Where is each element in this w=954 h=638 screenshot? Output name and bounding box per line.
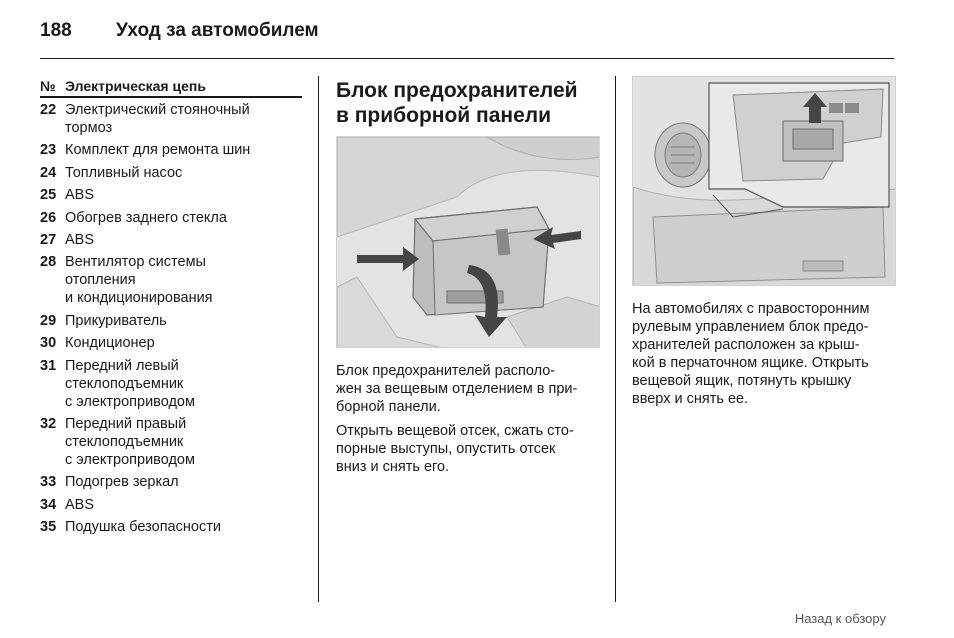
fuse-number: 32: [40, 415, 57, 432]
fuse-row: [40, 253, 302, 307]
fuse-circuit-label: Комплект для ремонта шин: [65, 142, 251, 159]
fuse-number: 23: [40, 142, 57, 159]
fuse-circuit-label: ABS: [65, 231, 95, 248]
fuse-row: [40, 518, 302, 536]
fuse-number: 31: [40, 357, 57, 374]
fuse-row: [40, 334, 302, 352]
fuse-table-header: [40, 78, 302, 98]
column-divider: [615, 76, 616, 602]
fuse-row: [40, 231, 302, 249]
paragraph-location: Блок предохранителей располо- жен за вещевым отделением в при- борной панели.: [336, 363, 578, 415]
fuse-table: [40, 78, 302, 540]
rhd-fuse-section: [632, 76, 896, 408]
fuse-number: 35: [40, 519, 57, 536]
glovebox-illustration: [632, 76, 896, 286]
column-number-header: №: [40, 78, 56, 94]
fuse-number: 24: [40, 164, 57, 181]
storage-compartment-drawing: [337, 137, 600, 348]
fuse-number: 22: [40, 102, 57, 118]
fuse-circuit-label: Вентилятор системы отопления и кондиционирования: [65, 254, 213, 307]
header-divider: [40, 58, 894, 59]
fuse-number: 29: [40, 312, 57, 329]
fuse-row: [40, 496, 302, 514]
fuse-circuit-label: Прикуриватель: [65, 312, 167, 329]
fuse-row: [40, 357, 302, 411]
section-heading: Блок предохранителей в приборной панели: [336, 79, 578, 127]
fuse-circuit-label: Топливный насос: [65, 164, 183, 181]
fuse-row: [40, 415, 302, 469]
fuse-circuit-label: Подогрев зеркал: [65, 474, 179, 491]
fuse-row: [40, 312, 302, 330]
page-header: [40, 20, 319, 46]
section-title: Уход за автомобилем: [116, 20, 319, 41]
fuse-circuit-label: ABS: [65, 496, 95, 513]
fuse-circuit-label: Обогрев заднего стекла: [65, 209, 227, 226]
fuse-number: 27: [40, 231, 57, 248]
fuse-circuit-label: Кондиционер: [65, 335, 155, 352]
fuse-row: [40, 209, 302, 227]
fuse-circuit-label: Передний левый стеклоподъемник с электроприводом: [65, 357, 195, 410]
fuse-number: 30: [40, 335, 57, 352]
instrument-panel-fuse-section: [336, 78, 600, 476]
fuse-row: [40, 101, 302, 137]
fuse-row: [40, 164, 302, 182]
fuse-number: 26: [40, 209, 57, 226]
fuse-list: [40, 101, 302, 536]
fuse-number: 28: [40, 254, 57, 271]
column-circuit-header: Электрическая цепь: [65, 78, 206, 94]
paragraph-rhd-instructions: На автомобилях с правосторонним рулевым управлением блок предо- хранителей расположен за крыш- кой в перчаточном ящике. Открыть вещевой ящик, потянуть крышку вверх и снять ее.: [632, 301, 870, 407]
fuse-number: 25: [40, 187, 57, 204]
fuse-number: 33: [40, 474, 57, 491]
fuse-circuit-label: Передний правый стеклоподъемник с электроприводом: [65, 415, 195, 468]
paragraph-removal-steps: Открыть вещевой отсек, сжать сто- порные выступы, опустить отсек вниз и снять его.: [336, 423, 574, 475]
fuse-row: [40, 186, 302, 204]
column-divider: [318, 76, 319, 602]
fuse-circuit-label: ABS: [65, 187, 95, 204]
fuse-number: 34: [40, 496, 57, 513]
glovebox-drawing: [633, 77, 896, 286]
fuse-row: [40, 141, 302, 159]
page-number: 188: [40, 20, 72, 41]
fuse-circuit-label: Электрический стояночный тормоз: [65, 102, 250, 136]
back-to-overview-link[interactable]: Назад к обзору: [794, 611, 886, 626]
fuse-circuit-label: Подушка безопасности: [65, 519, 221, 536]
fuse-box-illustration: [336, 136, 600, 348]
fuse-row: [40, 473, 302, 491]
